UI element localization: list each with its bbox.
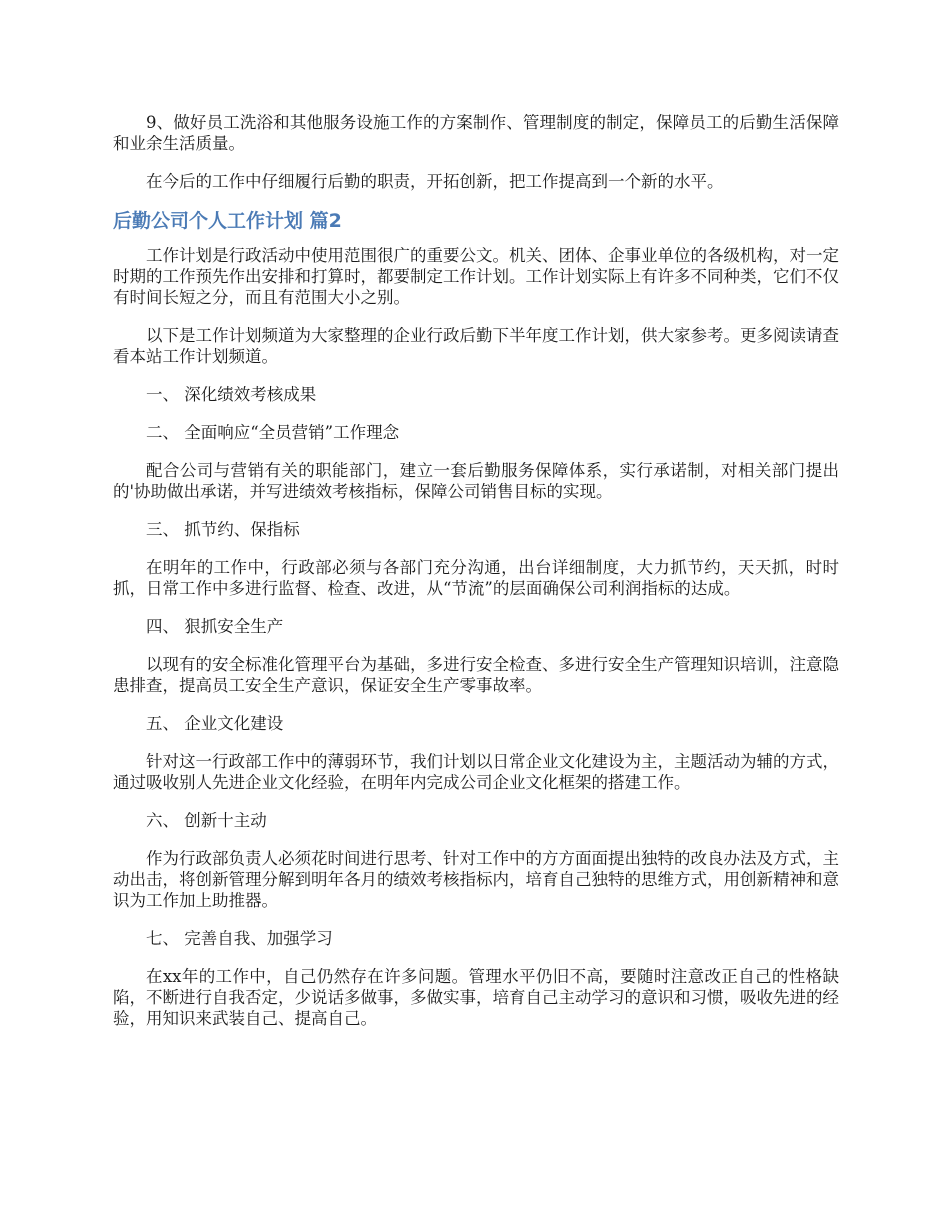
list-heading: 三、 抓节约、保指标 — [146, 520, 300, 539]
list-heading: 七、 完善自我、加强学习 — [146, 929, 333, 948]
paragraph: 以下是工作计划频道为大家整理的企业行政后勤下半年度工作计划，供大家参考。更多阅读请查看本站工作计划频道。 — [113, 326, 839, 366]
paragraph: 配合公司与营销有关的职能部门，建立一套后勤服务保障体系，实行承诺制，对相关部门提出的'协助做出承诺，并写进绩效考核指标，保障公司销售目标的实现。 — [113, 461, 839, 501]
list-heading: 一、 深化绩效考核成果 — [146, 385, 317, 404]
paragraph: 针对这一行政部工作中的薄弱环节，我们计划以日常企业文化建设为主，主题活动为辅的方式，通过吸收别人先进企业文化经验，在明年内完成公司企业文化框架的搭建工作。 — [113, 752, 839, 792]
paragraph: 工作计划是行政活动中使用范围很广的重要公文。机关、团体、企事业单位的各级机构，对一定时期的工作预先作出安排和打算时，都要制定工作计划。工作计划实际上有许多不同种类，它们不仅有时间长短之分，而且有范围大小之别。 — [113, 246, 839, 307]
list-heading: 六、 创新十主动 — [146, 811, 267, 830]
paragraph: 在今后的工作中仔细履行后勤的职责，开拓创新，把工作提高到一个新的水平。 — [146, 172, 724, 191]
paragraph: 作为行政部负责人必须花时间进行思考、针对工作中的方方面面提出独特的改良办法及方式，主动出击，将创新管理分解到明年各月的绩效考核指标内，培育自己独特的思维方式，用创新精神和意识为工作加上助推器。 — [113, 849, 839, 910]
list-heading: 二、 全面响应“全员营销”工作理念 — [146, 423, 400, 442]
list-heading: 五、 企业文化建设 — [146, 714, 284, 733]
paragraph: 以现有的安全标准化管理平台为基础，多进行安全检查、多进行安全生产管理知识培训，注意隐患排查，提高员工安全生产意识，保证安全生产零事故率。 — [113, 655, 839, 695]
section-heading: 后勤公司个人工作计划 篇2 — [113, 210, 342, 232]
paragraph: 9、做好员工洗浴和其他服务设施工作的方案制作、管理制度的制定，保障员工的后勤生活保障和业余生活质量。 — [113, 113, 839, 153]
document-body — [113, 112, 839, 1046]
paragraph: 在明年的工作中，行政部必须与各部门充分沟通，出台详细制度，大力抓节约，天天抓，时时抓，日常工作中多进行监督、检查、改进，从“节流”的层面确保公司利润指标的达成。 — [113, 558, 839, 598]
list-heading: 四、 狠抓安全生产 — [146, 617, 284, 636]
paragraph: 在xx年的工作中，自己仍然存在许多问题。管理水平仍旧不高，要随时注意改正自己的性格缺陷，不断进行自我否定，少说话多做事，多做实事，培育自己主动学习的意识和习惯，吸收先进的经验，用知识来武装自己、提高自己。 — [113, 967, 839, 1028]
